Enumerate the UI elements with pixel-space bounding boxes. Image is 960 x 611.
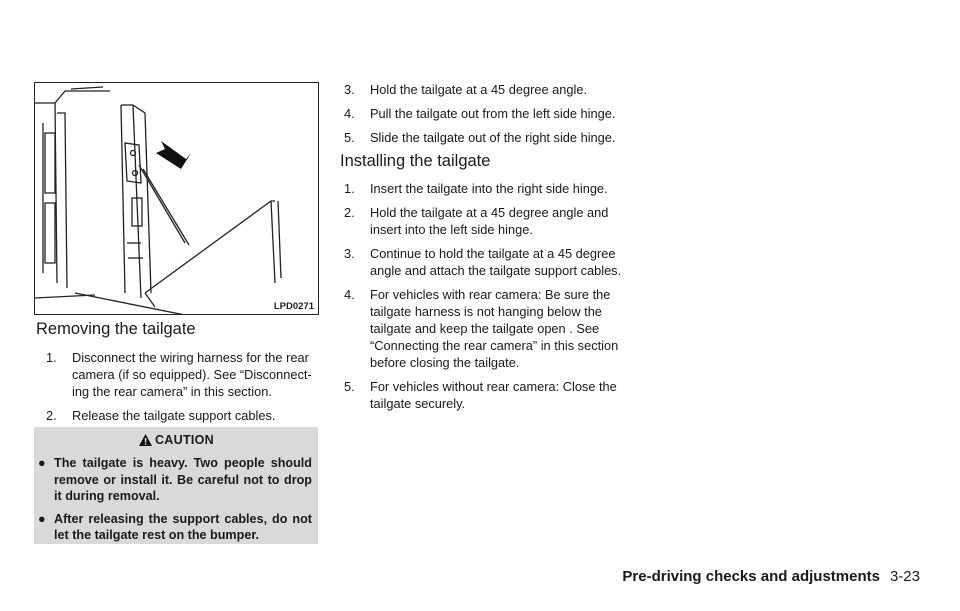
caution-title: CAUTION	[154, 433, 215, 447]
list-item: 3. Continue to hold the tailgate at a 45 degree angle and attach the tailgate support cables.	[344, 246, 622, 278]
list-item: 1. Insert the tailgate into the right side hinge.	[344, 181, 608, 196]
page-number: 3-23	[889, 568, 920, 585]
bullet-icon: ●	[38, 511, 46, 526]
list-item: 3. Hold the tailgate at a 45 degree angle.	[344, 82, 587, 97]
list-item: 1. Disconnect the wiring harness for the rear camera (if so equipped). See “Disconnect-ing the rear camera” in this section.	[46, 350, 312, 399]
caution-list	[34, 455, 318, 544]
list-item: 5. Slide the tailgate out of the right side hinge.	[344, 130, 616, 145]
list-item: 5. For vehicles without rear camera: Close the tailgate securely.	[344, 379, 617, 411]
installing-steps-list	[344, 180, 626, 419]
list-item: 4. Pull the tailgate out from the left side hinge.	[344, 106, 616, 121]
figure-id-label: LPD0271	[273, 301, 314, 312]
list-item: 4. For vehicles with rear camera: Be sure the tailgate harness is not hanging below the tailgate and keep the tailgate open . See “Connecting the rear camera” in this section before closing the tailgate.	[344, 287, 619, 370]
warning-triangle-icon	[138, 433, 153, 447]
section-title: Pre-driving checks and adjustments	[622, 568, 880, 585]
removing-steps-list	[46, 349, 320, 431]
page-footer	[622, 568, 920, 585]
caution-box	[34, 427, 318, 544]
heading-installing-tailgate: Installing the tailgate	[340, 152, 491, 170]
heading-removing-tailgate: Removing the tailgate	[36, 320, 196, 338]
list-item: 2. Release the tailgate support cables.	[46, 408, 276, 423]
list-item: 2. Hold the tailgate at a 45 degree angle and insert into the left side hinge.	[344, 205, 609, 237]
caution-header	[34, 427, 318, 449]
list-item: ● The tailgate is heavy. Two people should remove or install it. Be careful not to drop it during removal.	[38, 456, 312, 503]
tailgate-removal-drawing	[35, 83, 319, 315]
tailgate-illustration	[34, 82, 319, 315]
bullet-icon: ●	[38, 456, 46, 470]
removing-steps-continued	[344, 81, 626, 153]
list-item: ● After releasing the support cables, do not let the tailgate rest on the bumper.	[38, 511, 312, 542]
